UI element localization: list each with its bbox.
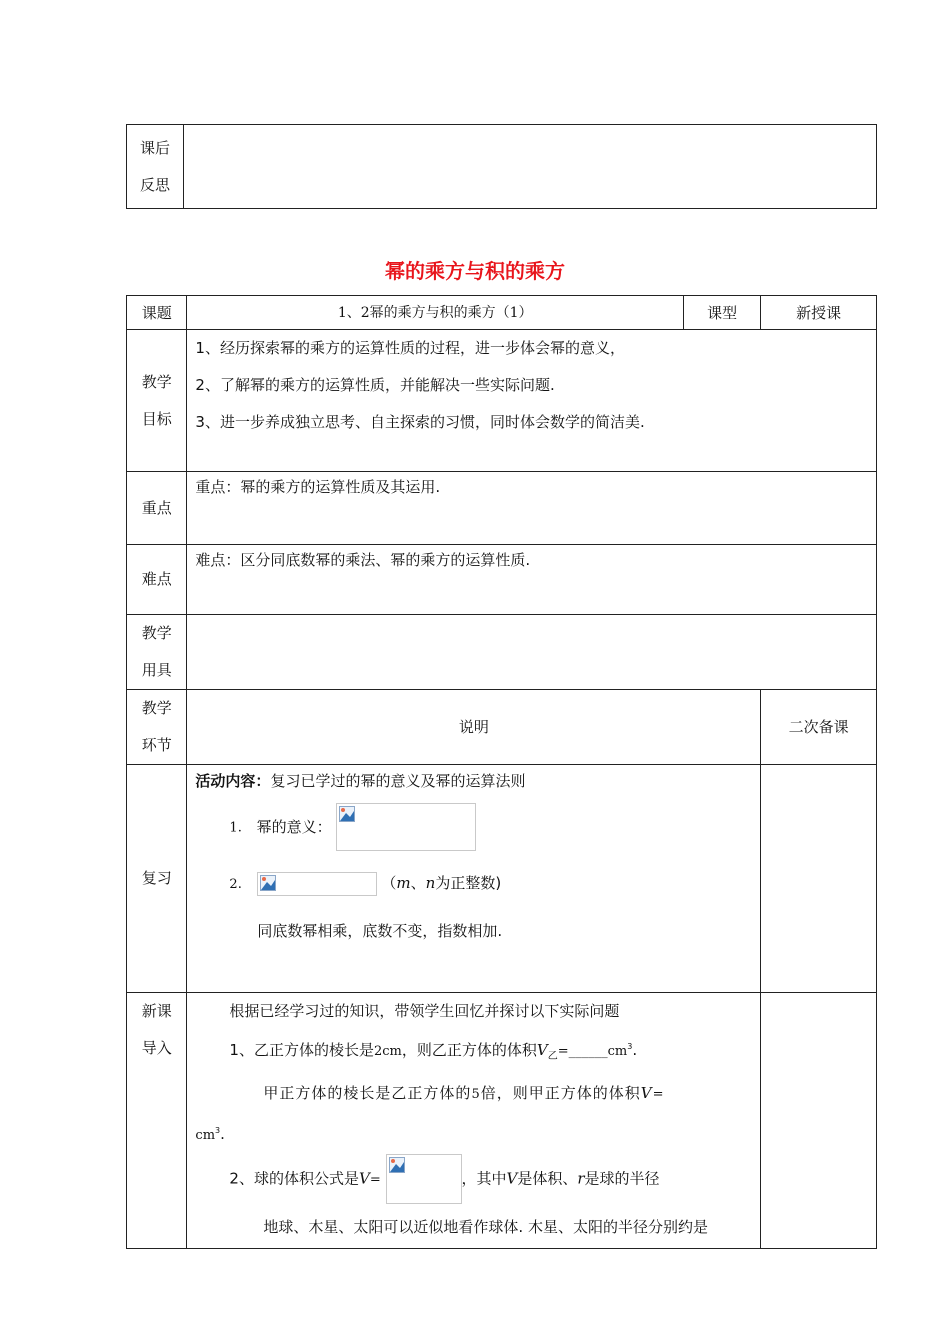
- lesson-type-label: 课型: [683, 296, 760, 330]
- review-second-prep: [761, 765, 877, 993]
- second-prep-header: 二次备课: [761, 690, 877, 765]
- q1b-unit: cm: [195, 1128, 216, 1143]
- activity-text: 复习已学过的幂的意义及幂的运算法则: [270, 772, 526, 790]
- q2-volume-var2: V: [506, 1169, 518, 1188]
- review-row: [127, 765, 877, 993]
- goal-item: 2、了解幂的乘方的运算性质，并能解决一些实际问题.: [195, 376, 555, 394]
- tools-label: [127, 615, 187, 690]
- goals-row: [127, 330, 877, 472]
- reflection-content: [184, 125, 877, 209]
- section-header-row: [127, 690, 877, 765]
- intro-row: [127, 993, 877, 1249]
- tools-content: [187, 615, 877, 690]
- multiplication-rule: 同底数幂相乘，底数不变，指数相加.: [257, 922, 503, 940]
- reflection-label-line2: 反思: [139, 175, 170, 194]
- key-text: 重点：幂的乘方的运算性质及其运用.: [195, 478, 441, 496]
- goal-item: 1、经历探索幂的乘方的运算性质的过程，进一步体会幂的意义，: [195, 339, 625, 357]
- topic-label: 课题: [127, 296, 187, 330]
- reflection-label: [127, 125, 184, 209]
- q1b-volume-var: V: [640, 1084, 653, 1102]
- q1b-eq: =: [652, 1087, 665, 1102]
- var-n: n: [425, 874, 436, 892]
- broken-image-icon: [260, 875, 276, 891]
- condition-text: 为正整数): [435, 874, 502, 892]
- broken-image-icon: [389, 1157, 405, 1173]
- q2-planets-text: 地球、木星、太阳可以近似地看作球体. 木星、太阳的半径分别约是: [263, 1218, 708, 1236]
- q1-unit-exp: 3: [627, 1042, 633, 1051]
- goals-label: [127, 330, 187, 472]
- review-content: [187, 765, 761, 993]
- tools-row: [127, 615, 877, 690]
- activity-label: 活动内容：: [195, 772, 271, 790]
- review-item-number: 1.: [229, 820, 242, 836]
- review-label: 复习: [127, 765, 187, 993]
- goals-label-line1: 教学: [141, 372, 172, 391]
- q1-edge: 2cm: [373, 1044, 402, 1059]
- intro-content: [187, 993, 761, 1249]
- q1b-end: .: [220, 1125, 225, 1143]
- q2-volume-var: V: [358, 1169, 370, 1188]
- q1b-unit-exp: 3: [215, 1126, 221, 1135]
- paren-open: （: [381, 874, 397, 892]
- header-row: [127, 296, 877, 330]
- q2-mid: ，其中: [461, 1169, 507, 1188]
- goals-label-line2: 目标: [141, 409, 172, 428]
- q2-is1: 是体积、: [517, 1169, 578, 1188]
- reflection-label-line1: 课后: [139, 138, 170, 157]
- broken-image-icon: [339, 806, 355, 822]
- document-title: 幂的乘方与积的乘方: [385, 259, 565, 283]
- intro-label-line1: 新课: [141, 1002, 172, 1020]
- q1-volume-sub: 乙: [547, 1051, 558, 1062]
- intro-label: [127, 993, 187, 1249]
- lesson-type-value: 新授课: [761, 296, 877, 330]
- intro-label-line2: 导入: [141, 1039, 172, 1057]
- q1-unit: cm: [607, 1044, 628, 1059]
- sphere-formula-image-placeholder: [386, 1154, 462, 1204]
- key-content: [187, 472, 877, 545]
- var-m: m: [396, 874, 411, 892]
- formula-image-placeholder: [336, 803, 476, 851]
- q2-eq: =: [369, 1172, 381, 1188]
- q1-start: 1、乙正方体的棱长是: [229, 1041, 374, 1059]
- q1b-rest: 倍，则甲正方体的体积: [480, 1084, 641, 1102]
- q1-rest: ，则乙正方体的体积: [401, 1041, 537, 1059]
- q1-volume-var: V: [536, 1041, 548, 1059]
- key-row: [127, 472, 877, 545]
- q1-end: .: [632, 1041, 638, 1059]
- section-label: [127, 690, 187, 765]
- difficulty-content: [187, 545, 877, 615]
- tools-label-line1: 教学: [141, 624, 172, 642]
- separator: 、: [410, 874, 426, 892]
- difficulty-label: 难点: [127, 545, 187, 615]
- difficulty-row: [127, 545, 877, 615]
- q1-blank: =______: [557, 1044, 608, 1059]
- section-label-line1: 教学: [141, 699, 172, 717]
- intro-lead: 根据已经学习过的知识，带领学生回忆并探讨以下实际问题: [229, 1002, 620, 1020]
- goal-item: 3、进一步养成独立思考、自主探索的习惯，同时体会数学的简洁美.: [195, 413, 645, 431]
- lesson-plan-table: [126, 295, 877, 1249]
- tools-label-line2: 用具: [141, 661, 172, 679]
- section-label-line2: 环节: [141, 736, 172, 754]
- goals-content: [187, 330, 877, 472]
- description-header: 说明: [187, 690, 761, 765]
- intro-second-prep: [761, 993, 877, 1249]
- q2-is2: 是球的半径: [584, 1169, 660, 1188]
- formula-image-placeholder: [257, 872, 377, 896]
- q1b-text: 甲正方体的棱长是乙正方体的: [263, 1084, 472, 1102]
- q2-radius-var: r: [577, 1169, 585, 1188]
- power-meaning-label: 幂的意义：: [256, 817, 332, 836]
- difficulty-text: 难点：区分同底数幂的乘法、幂的乘方的运算性质.: [195, 551, 531, 569]
- q2-start: 2、球的体积公式是: [229, 1169, 359, 1188]
- reflection-table: [126, 124, 877, 209]
- key-label: 重点: [127, 472, 187, 545]
- topic-value: 1、2幂的乘方与积的乘方（1）: [187, 296, 684, 330]
- q1b-factor: 5: [471, 1087, 481, 1102]
- review-item-number: 2.: [229, 877, 242, 892]
